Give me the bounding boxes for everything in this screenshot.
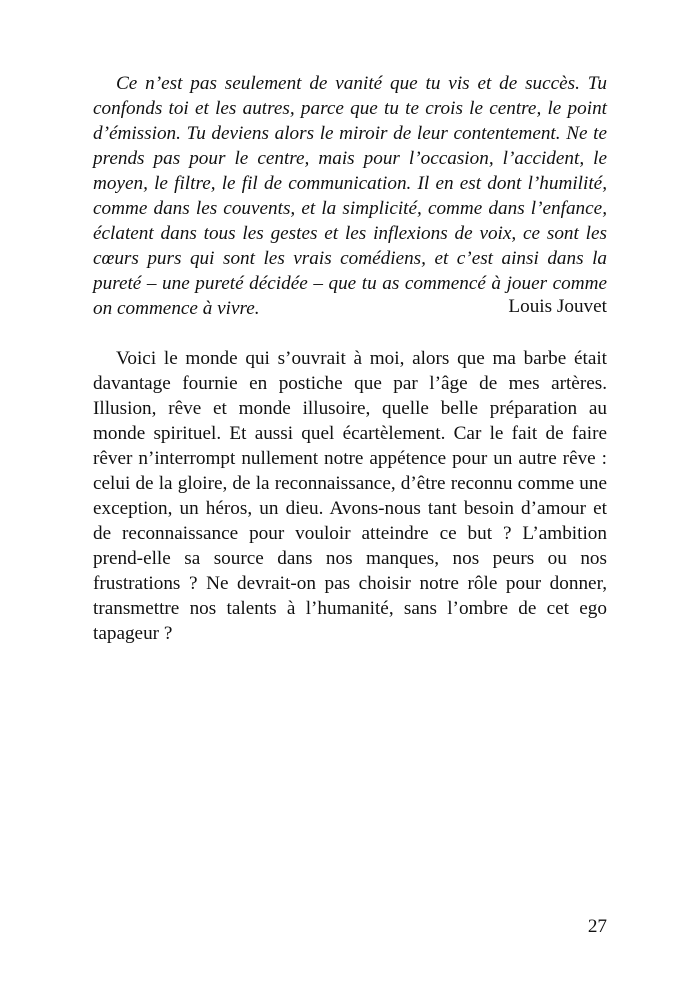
page-number: 27 [587,916,607,937]
epigraph-author: Louis Jouvet [508,296,607,317]
body-text [93,346,607,646]
epigraph-quote [93,71,607,321]
epigraph-text: Ce n’est pas seulement de vanité que tu vis et de succès. Tu confonds toi et les autres, parce que tu te crois le centre, le point d’émission. Tu deviens alors le miroir de leur contentement. Ne te prends pas pour le centre, mais pour l’occasion, l’accident, le moyen, le filtre, le fil de communication. Il en est dont l’humilité, comme dans les couvents, et la simplicité, comme dans l’enfance, éclatent dans tous les gestes et les inflexions de voix, ce sont les cœurs purs qui sont les vrais comédiens, et c’est ainsi dans la pureté – une pureté décidée – que tu as commencé à jouer comme on commence à vivre. [93,73,607,319]
body-paragraph: Voici le monde qui s’ouvrait à moi, alors que ma barbe était davantage fournie en postiche que par l’âge de mes artères. Illusion, rêve et monde illusoire, quelle belle préparation au monde spirituel. Et aussi quel écartèlement. Car le fait de faire rêver n’interrompt nullement notre appétence pour un autre rêve : celui de la gloire, de la reconnaissance, d’être reconnu comme une exception, un héros, un dieu. Avons-nous tant besoin d’amour et de reconnaissance pour vouloir atteindre ce but ? L’ambition prend-elle sa source dans nos manques, nos peurs ou nos frustrations ? Ne devrait-on pas choisir notre rôle pour donner, transmettre nos talents à l’humanité, sans l’ombre de cet ego tapageur ? [93,348,607,644]
